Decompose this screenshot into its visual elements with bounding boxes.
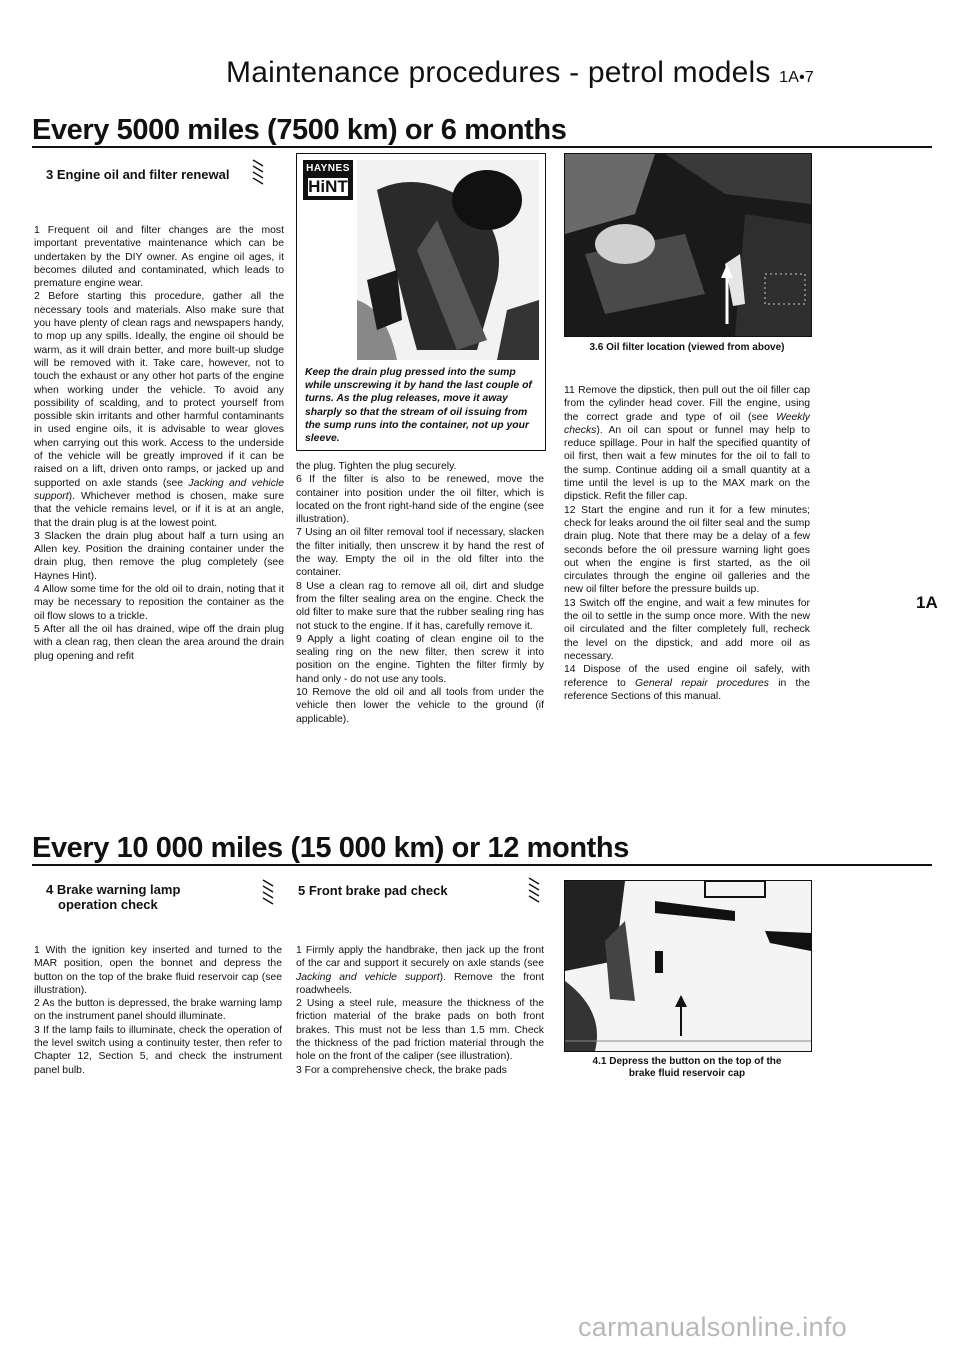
- right-p14-italic: General repair procedures: [635, 677, 770, 689]
- chapter-tab: 1A: [916, 593, 938, 612]
- middle-column-text: [296, 460, 544, 726]
- task5-p1-italic: Jacking and vehicle support: [296, 971, 440, 983]
- task5-text: [296, 944, 544, 1077]
- task3-heading: 3 Engine oil and filter renewal: [46, 167, 230, 182]
- page-title: [226, 56, 814, 90]
- task3-text: [34, 224, 284, 663]
- task4-text: [34, 944, 282, 1077]
- section-rule: [32, 146, 932, 148]
- oil-filter-photo: [564, 153, 812, 337]
- right-p11-start: 11 Remove the dipstick, then pull out the oil filler cap from the cylinder head cover. Fill the engine, using the correct grade and type of oil (see: [564, 385, 810, 423]
- right-p11-end: ). An oil can spout or funnel may help to reduce spillage. Pour in half the specified quantity of oil first, then wait a few minutes for the oil to fall to the sump. Continue adding oil a small quantity at a time until the level is up to the MAX mark on the dipstick. Refit the filler cap.: [564, 424, 810, 503]
- task3-column: [34, 166, 284, 183]
- task3-p2-start: 2 Before starting this procedure, gather all the necessary tools and materials. Also make sure that you have plenty of clean rags and newspapers handy, to mop up any spills. Ideally, the engine oil should be warm, as it will drain better, and more built-up sludge will be removed with it. Take care, however, not to touch the exhaust or any other hot parts of the engine when working under the vehicle. To avoid any possibility of scalding, and to protect yourself from possible skin irritants and other harmful contaminants in used engine oils, it is advisable to wear gloves when carrying out this work. Access to the underside of the vehicle will be greatly improved if it can be raised on a lift, driven onto ramps, or jacked up and supported on axle stands (see: [34, 291, 284, 489]
- brake-photo-caption-line2: brake fluid reservoir cap: [628, 1068, 746, 1079]
- mid-p0: the plug. Tighten the plug securely.: [296, 461, 457, 472]
- task5-p2: 2 Using a steel rule, measure the thickness of the friction material of the brake pads on both front brakes. This must not be less than 1.5 mm. Check the thickness of the pad friction material through the hole on the front of the caliper (see illustration).: [296, 998, 544, 1063]
- task3-p4: 4 Allow some time for the old oil to drain, noting that it may be necessary to reposition the container as the oil flow slows to a trickle.: [34, 584, 284, 622]
- task4-p2: 2 As the button is depressed, the brake warning lamp on the instrument panel should illuminate.: [34, 998, 282, 1023]
- task5-heading: [296, 882, 526, 899]
- right-p14-end: in the reference Sections of this manual.: [564, 677, 811, 702]
- right-p14-start: 14 Dispose of the used engine oil safely, with reference to: [564, 664, 810, 689]
- haynes-badge-bottom: HiNT: [306, 176, 350, 198]
- haynes-hint-box: [296, 153, 546, 451]
- haynes-hint-badge: [303, 160, 353, 200]
- spanner-difficulty-icon: [260, 876, 276, 912]
- right-p11-italic: Weekly checks: [564, 411, 811, 436]
- section-title-5000: Every 5000 miles (7500 km) or 6 months: [32, 114, 567, 146]
- task5-p1: [296, 944, 544, 997]
- task3-p2-end: ). Whichever method is chosen, make sure that the vehicle remains level, or if it is at an angle, that the drain plug is at the lowest point.: [34, 490, 284, 529]
- task5-p1-end: ). Remove the front roadwheels.: [296, 971, 545, 996]
- right-p13: 13 Switch off the engine, and wait a few minutes for the oil to settle in the sump once more. With the new oil circulated and the filter completely full, recheck the level on the dipstick, and add more oil as necessary.: [564, 597, 810, 662]
- task4-heading: [34, 882, 264, 912]
- task4-p1: 1 With the ignition key inserted and turned to the MAR position, open the bonnet and depress the button on the top of the brake fluid reservoir cap (see illustration).: [34, 945, 282, 996]
- spanner-difficulty-icon: [526, 874, 542, 910]
- right-p11: [564, 384, 810, 504]
- brake-photo-caption: [564, 1056, 810, 1080]
- task3-p2-italic: Jacking and vehicle support: [34, 477, 285, 502]
- task4-p3: 3 If the lamp fails to illuminate, check the operation of the level switch using a continuity tester, then refer to Chapter 12, Section 5, and check the instrument panel bulb.: [34, 1024, 282, 1076]
- mid-p8: 8 Use a clean rag to remove all oil, dirt and sludge from the filter sealing area on the engine. Check the old filter to make sure that the rubber sealing ring has not stuck to the engine. If it has, carefully remove it.: [296, 580, 544, 632]
- right-p12: 12 Start the engine and run it for a few minutes; check for leaks around the oil filter seal and the sump drain plug. Note that there may be a delay of a few seconds before the oil pressure warning light goes out when the engine is first started, as the oil circulates through the engine oil galleries and the new oil filter before the pressure builds up.: [564, 504, 810, 596]
- page-title-text: Maintenance procedures - petrol models: [226, 56, 771, 89]
- task5-p1-start: 1 Firmly apply the handbrake, then jack up the front of the car and support it securely on axle stands (see: [296, 945, 544, 970]
- drain-plug-photo: [357, 160, 539, 360]
- oil-filter-caption: 3.6 Oil filter location (viewed from above): [589, 342, 785, 353]
- section-title-10000: Every 10 000 miles (15 000 km) or 12 months: [32, 832, 629, 864]
- task5-heading-text: 5 Front brake pad check: [298, 883, 448, 898]
- haynes-badge-top: HAYNES: [306, 163, 350, 174]
- mid-p7: 7 Using an oil filter removal tool if necessary, slacken the filter initially, then unscrew it by hand the rest of the way. Empty the oil in the old filter into the container.: [296, 527, 544, 579]
- task4-heading-line2: operation check: [58, 897, 158, 912]
- brake-photo-caption-line1: 4.1 Depress the button on the top of the: [592, 1056, 782, 1067]
- task3-p2: [34, 290, 284, 529]
- section2-rule: [32, 864, 932, 866]
- mid-p10: 10 Remove the old oil and all tools from under the vehicle then lower the vehicle to the ground (if applicable).: [296, 687, 544, 725]
- brake-reservoir-photo: [564, 880, 812, 1052]
- mid-p9: 9 Apply a light coating of clean engine oil to the sealing ring on the new filter, then screw it into position on the engine. Tighten the filter firmly by hand only - do not use any tools.: [296, 633, 544, 685]
- task3-p3: 3 Slacken the drain plug about half a turn using an Allen key. Position the draining container under the drain plug, then remove the plug completely (see Haynes Hint).: [34, 530, 284, 582]
- task5-p3: 3 For a comprehensive check, the brake pads: [296, 1064, 507, 1076]
- page-number: 1A•7: [779, 69, 814, 86]
- haynes-hint-text: Keep the drain plug pressed into the sump while unscrewing it by hand the last couple of turns. As the plug releases, move it away sharply so that the stream of oil issuing from the sump runs into the container, not up your sleeve.: [305, 367, 532, 445]
- watermark: carmanualsonline.info: [578, 1312, 847, 1342]
- task3-p5: 5 After all the oil has drained, wipe off the drain plug with a clean rag, then clean the area around the drain plug opening and refit: [34, 623, 284, 662]
- mid-p6: 6 If the filter is also to be renewed, move the container into position under the oil filter, which is located on the front right-hand side of the engine (see illustration).: [296, 474, 544, 526]
- right-column-text: [564, 384, 810, 703]
- spanner-difficulty-icon: [250, 156, 266, 192]
- task3-p1: 1 Frequent oil and filter changes are the most important preventative maintenance which can be undertaken by the DIY owner. As engine oil ages, it becomes diluted and contaminated, which leads to premature engine wear.: [34, 225, 284, 290]
- right-p14: [564, 663, 810, 703]
- task4-heading-line1: 4 Brake warning lamp: [46, 882, 181, 897]
